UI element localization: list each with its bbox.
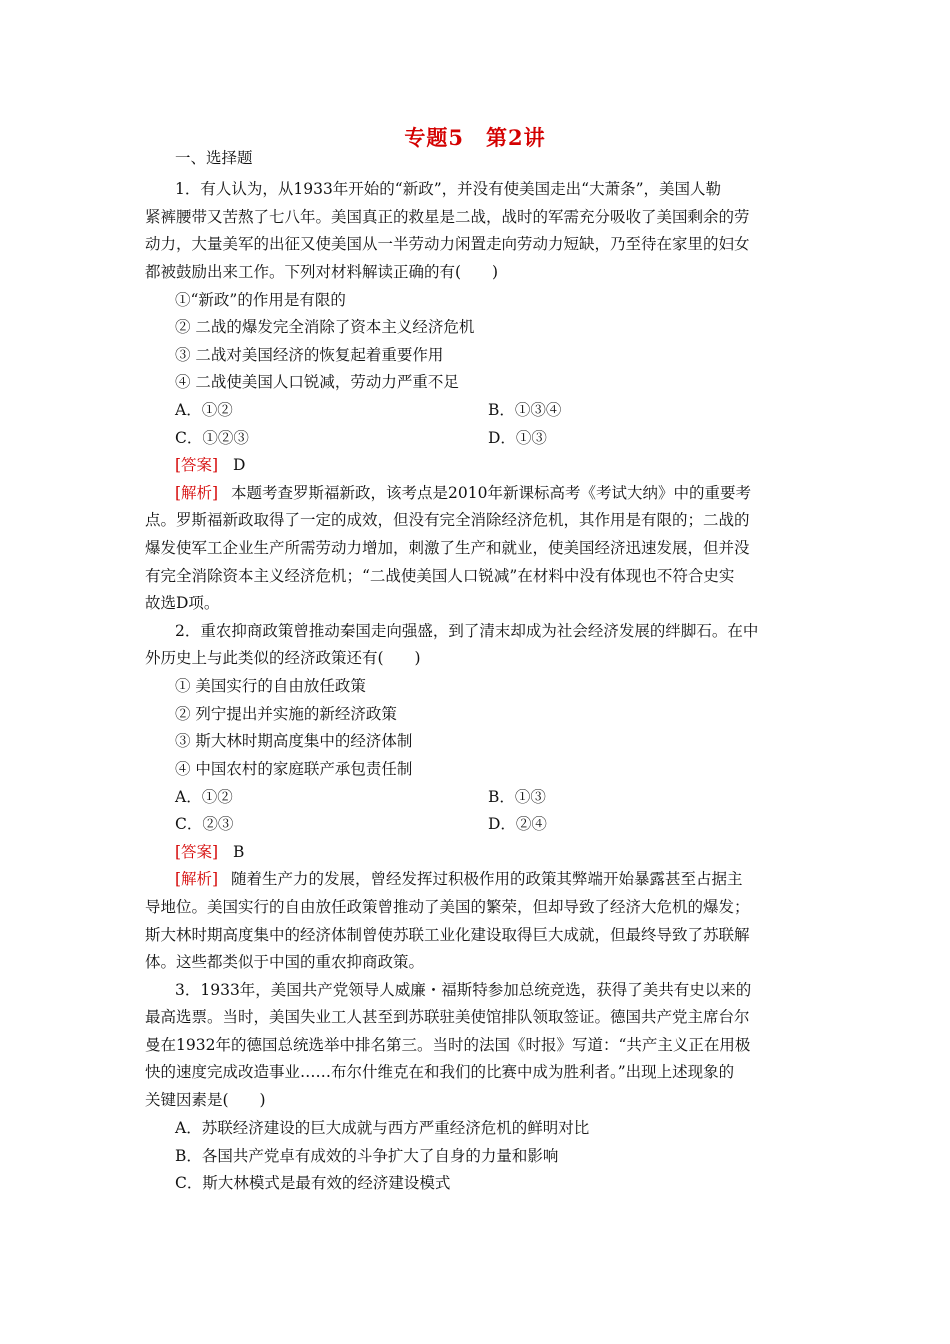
q3-stem-line: 3．1933年，美国共产党领导人威廉・福斯特参加总统竞选，获得了美共有史以来的 xyxy=(175,981,752,999)
q3-stem-line: 曼在1932年的德国总统选举中排名第三。当时的法国《时报》写道：“共产主义正在用极 xyxy=(145,1036,751,1054)
q2-analysis-line: 斯大林时期高度集中的经济体制曾使苏联工业化建设取得巨大成就，但最终导致了苏联解 xyxy=(145,926,750,944)
answer-tag: [答案] xyxy=(175,843,219,861)
q1-stem-line: 1．有人认为，从1933年开始的“新政”，并没有使美国走出“大萧条”，美国人勒 xyxy=(175,180,722,198)
q2-stem-line: 2．重农抑商政策曾推动秦国走向强盛，到了清末却成为社会经济发展的绊脚石。在中 xyxy=(175,622,759,640)
q1-item: ② 二战的爆发完全消除了资本主义经济危机 xyxy=(175,318,475,336)
q2-item: ② 列宁提出并实施的新经济政策 xyxy=(175,705,397,723)
answer-value: D xyxy=(233,456,246,474)
q3-stem-line: 关键因素是( ) xyxy=(145,1091,266,1109)
analysis-tag: [解析] xyxy=(175,484,219,502)
q3-stem-line: 最高选票。当时，美国失业工人甚至到苏联驻美使馆排队领取签证。德国共产党主席台尔 xyxy=(145,1008,750,1026)
analysis-text: 随着生产力的发展，曾经发挥过积极作用的政策其弊端开始暴露甚至占据主 xyxy=(231,870,743,888)
page-title: 专题5 第2讲 xyxy=(404,125,546,150)
q1-stem-line: 紧裤腰带又苦熬了七八年。美国真正的救星是二战，战时的军需充分吸收了美国剩余的劳 xyxy=(145,208,750,226)
q2-item: ③ 斯大林时期高度集中的经济体制 xyxy=(175,732,413,750)
q1-answer xyxy=(175,455,245,475)
q2-analysis-line: 体。这些都类似于中国的重农抑商政策。 xyxy=(145,953,425,971)
q1-option-d: D．①③ xyxy=(488,429,547,447)
q1-option-b: B．①③④ xyxy=(488,401,562,419)
q1-item: ③ 二战对美国经济的恢复起着重要作用 xyxy=(175,346,444,364)
q2-item: ④ 中国农村的家庭联产承包责任制 xyxy=(175,760,413,778)
analysis-tag: [解析] xyxy=(175,870,219,888)
q2-option-c: C．②③ xyxy=(175,815,234,833)
q1-stem-line: 都被鼓励出来工作。下列对材料解读正确的有( ) xyxy=(145,263,499,281)
q1-analysis-line: 有完全消除资本主义经济危机；“二战使美国人口锐减”在材料中没有体现也不符合史实 xyxy=(145,567,735,585)
q2-option-b: B．①③ xyxy=(488,788,546,806)
q1-analysis-line: 故选D项。 xyxy=(145,594,220,612)
q2-stem-line: 外历史上与此类似的经济政策还有( ) xyxy=(145,649,421,667)
section-heading: 一、选择题 xyxy=(175,149,253,167)
q2-option-d: D．②④ xyxy=(488,815,547,833)
q1-stem-line: 动力，大量美军的出征又使美国从一半劳动力闲置走向劳动力短缺，乃至待在家里的妇女 xyxy=(145,235,750,253)
q1-item: ④ 二战使美国人口锐减，劳动力严重不足 xyxy=(175,373,459,391)
q3-option: A．苏联经济建设的巨大成就与西方严重经济危机的鲜明对比 xyxy=(175,1119,590,1137)
answer-value: B xyxy=(233,843,245,861)
q2-item: ① 美国实行的自由放任政策 xyxy=(175,677,366,695)
q1-item: ①“新政”的作用是有限的 xyxy=(175,291,346,309)
analysis-text: 本题考查罗斯福新政，该考点是2010年新课标高考《考试大纳》中的重要考 xyxy=(231,484,751,502)
q2-option-a: A．①② xyxy=(175,788,233,806)
q3-stem-line: 快的速度完成改造事业……布尔什维克在和我们的比赛中成为胜利者。”出现上述现象的 xyxy=(145,1063,735,1081)
q3-option: C．斯大林模式是最有效的经济建设模式 xyxy=(175,1174,451,1192)
q1-analysis-line xyxy=(145,483,805,503)
q2-analysis-line xyxy=(145,869,805,889)
q3-option: B．各国共产党卓有成效的斗争扩大了自身的力量和影响 xyxy=(175,1147,559,1165)
q2-analysis-line: 导地位。美国实行的自由放任政策曾推动了美国的繁荣，但却导致了经济大危机的爆发； xyxy=(145,898,750,916)
q2-answer xyxy=(175,842,244,862)
answer-tag: [答案] xyxy=(175,456,219,474)
q1-option-c: C．①②③ xyxy=(175,429,249,447)
q1-analysis-line: 点。罗斯福新政取得了一定的成效，但没有完全消除经济危机，其作用是有限的；二战的 xyxy=(145,511,750,529)
q1-option-a: A．①② xyxy=(175,401,233,419)
q1-analysis-line: 爆发使军工企业生产所需劳动力增加，刺激了生产和就业，使美国经济迅速发展，但并没 xyxy=(145,539,750,557)
